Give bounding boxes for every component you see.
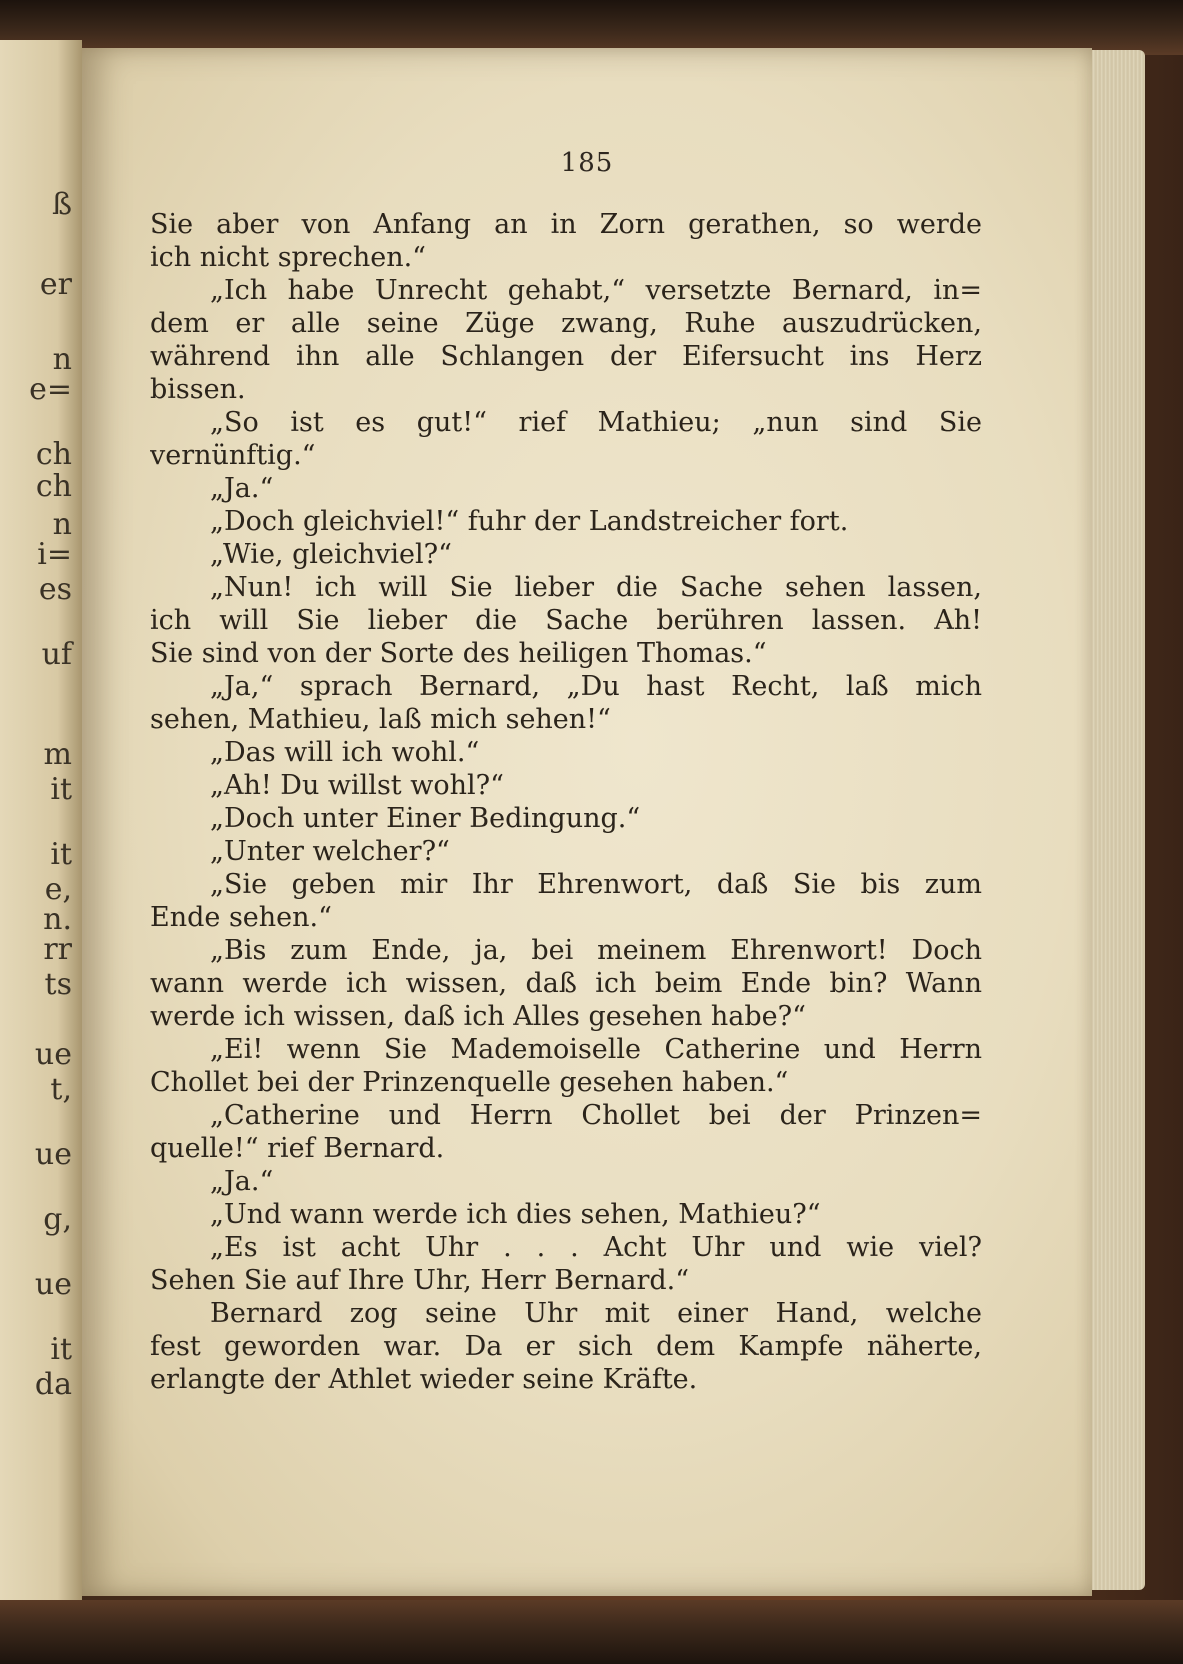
text-line: „So ist es gut!“ rief Mathieu; „nun sind Sie [210,407,982,438]
text-line: vernünftig.“ [150,440,316,471]
text-line: werde ich wissen, daß ich Alles gesehen habe?“ [150,1001,806,1032]
left-page-fragment: n [52,342,72,377]
text-line: ich nicht sprechen.“ [150,242,426,273]
text-line: sehen, Mathieu, laß mich sehen!“ [150,704,611,735]
left-page-fragment: er [39,267,72,302]
left-page-fragment: i= [37,537,72,572]
page-text [150,208,982,1396]
left-page-fragment: es [38,572,72,607]
text-line: Sehen Sie auf Ihre Uhr, Herr Bernard.“ [150,1265,690,1296]
text-line: „Doch gleichviel!“ fuhr der Landstreicher fort. [210,506,849,537]
text-line: „Doch unter Einer Bedingung.“ [210,803,641,834]
page-number: 185 [560,148,614,178]
text-line: erlangte der Athlet wieder seine Kräfte. [150,1364,698,1395]
text-line: Ende sehen.“ [150,902,332,933]
left-page-fragment: n. [43,902,72,937]
text-line: „Es ist acht Uhr . . . Acht Uhr und wie viel? [210,1232,982,1263]
text-line: bissen. [150,374,246,405]
left-page-fragment: ß [51,187,72,222]
text-line: ich will Sie lieber die Sache berühren lassen. Ah! [150,605,982,636]
page-edges [1090,50,1145,1590]
left-page-fragment: e= [29,372,72,407]
text-line: während ihn alle Schlangen der Eifersucht ins Herz [150,341,982,372]
left-page-fragment: rr [43,932,72,967]
book-binding-bottom [0,1600,1183,1664]
text-line: dem er alle seine Züge zwang, Ruhe auszudrücken, [150,308,982,339]
left-page-fragment: da [34,1367,72,1402]
left-page [0,40,82,1600]
text-line: Sie sind von der Sorte des heiligen Thomas.“ [150,638,767,669]
text-line: „Ja,“ sprach Bernard, „Du hast Recht, laß mich [210,671,982,702]
left-page-fragment: t, [50,1072,72,1107]
text-line: „Unter welcher?“ [210,836,450,867]
text-line: Bernard zog seine Uhr mit einer Hand, welche [210,1298,982,1329]
text-line: „Ah! Du willst wohl?“ [210,770,504,801]
left-page-fragment: it [50,772,72,807]
text-line: Sie aber von Anfang an in Zorn gerathen, so werde [150,209,982,240]
left-page-fragment: ue [34,1037,72,1072]
left-page-fragment: ue [34,1137,72,1172]
left-page-fragment: ch [35,469,72,504]
book-binding-top [0,0,1183,55]
left-page-fragment: n [52,507,72,542]
text-line: „Das will ich wohl.“ [210,737,480,768]
text-line: „Wie, gleichviel?“ [210,539,452,570]
text-line: „Und wann werde ich dies sehen, Mathieu?“ [210,1199,821,1230]
text-line: „Ei! wenn Sie Mademoiselle Catherine und Herrn [210,1034,982,1065]
left-page-fragment: ts [44,967,72,1002]
text-line: fest geworden war. Da er sich dem Kampfe näherte, [150,1331,982,1362]
text-line: Chollet bei der Prinzenquelle gesehen haben.“ [150,1067,789,1098]
left-page-fragment: uf [41,637,72,672]
left-page-fragment: ch [35,437,72,472]
right-page [82,48,1092,1596]
text-line: „Ja.“ [210,473,274,504]
text-line: „Ich habe Unrecht gehabt,“ versetzte Bernard, in= [210,275,982,306]
text-line: wann werde ich wissen, daß ich beim Ende bin? Wann [150,968,982,999]
text-line: „Catherine und Herrn Chollet bei der Prinzen= [210,1100,982,1131]
left-page-fragment: it [50,837,72,872]
text-line: „Ja.“ [210,1166,274,1197]
text-line: quelle!“ rief Bernard. [150,1133,445,1164]
left-page-fragment: it [50,1332,72,1367]
text-line: „Bis zum Ende, ja, bei meinem Ehrenwort! Doch [210,935,982,966]
left-page-fragment: m [43,737,72,772]
left-page-fragment: e, [44,872,72,907]
left-page-fragment: g, [43,1202,72,1237]
text-line: „Sie geben mir Ihr Ehrenwort, daß Sie bis zum [210,869,982,900]
left-page-fragment: ue [34,1267,72,1302]
text-line: „Nun! ich will Sie lieber die Sache sehen lassen, [210,572,982,603]
